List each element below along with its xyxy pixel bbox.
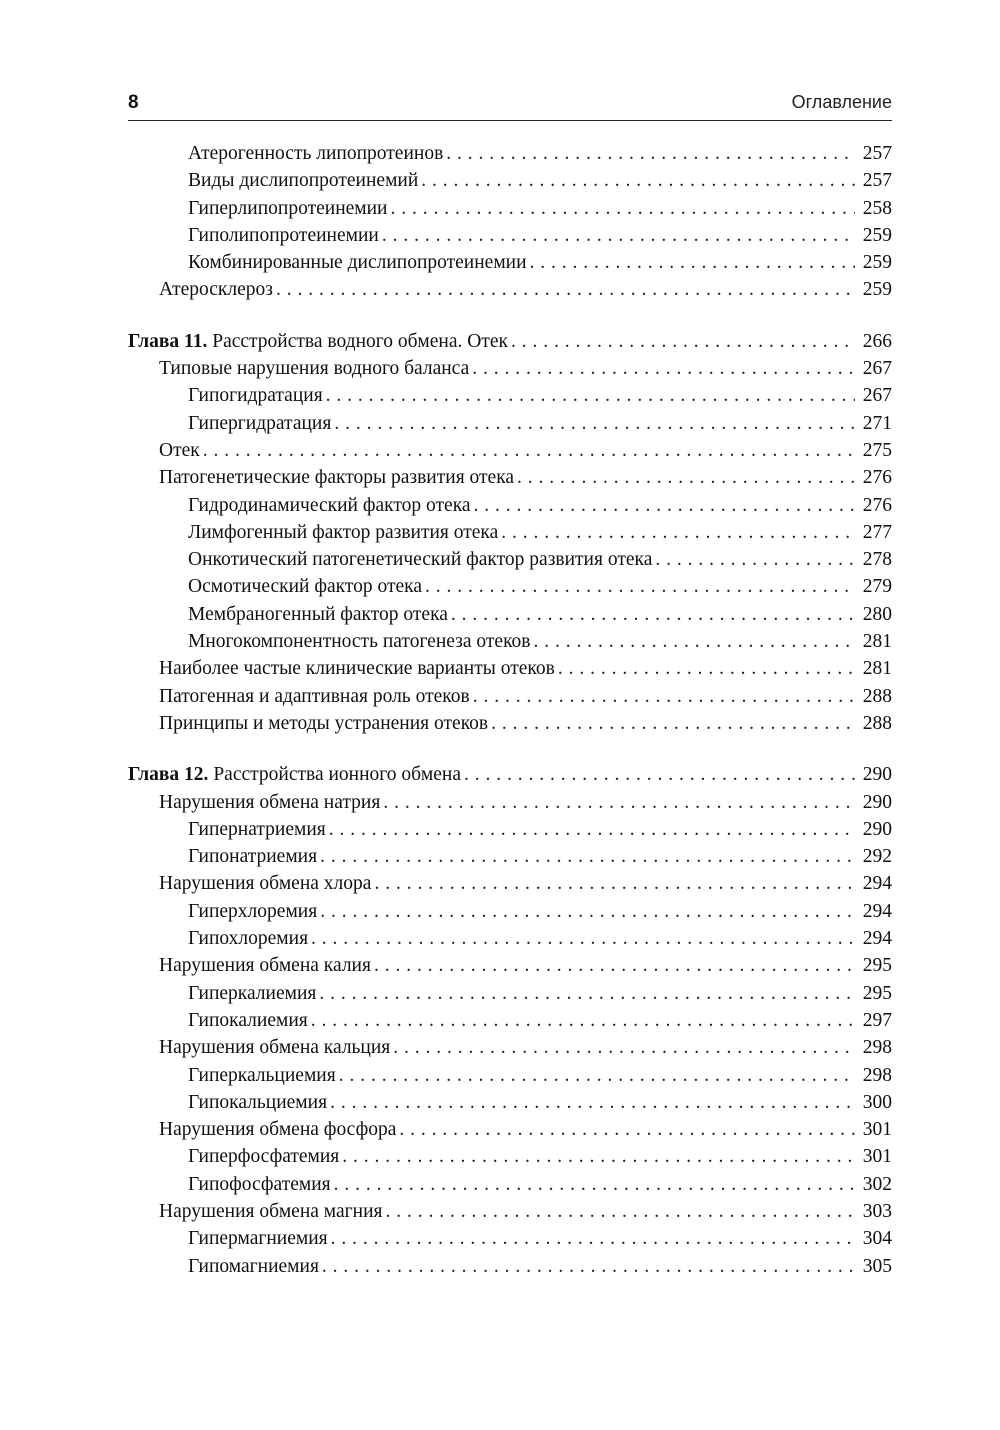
- toc-page-number: 295: [862, 955, 892, 977]
- dot-leader: [276, 276, 855, 303]
- dot-leader: [320, 843, 855, 870]
- toc-page-number: 294: [862, 928, 892, 950]
- dot-leader: [320, 898, 855, 925]
- dot-leader: [322, 1253, 855, 1280]
- toc-entry: [128, 410, 892, 437]
- toc-entry-title: [188, 195, 388, 222]
- page-header: [128, 92, 892, 121]
- toc-entry-title: [188, 140, 443, 167]
- toc-entry: [128, 980, 892, 1007]
- dot-leader: [530, 249, 855, 276]
- toc-page-number: 300: [862, 1091, 892, 1113]
- dot-leader: [472, 355, 855, 382]
- table-of-contents: [128, 140, 892, 1280]
- dot-leader: [326, 382, 855, 409]
- toc-entry: [128, 249, 892, 276]
- dot-leader: [374, 952, 855, 979]
- entry-title-text: Гиперхлоремия: [188, 900, 318, 922]
- toc-entry-title: [188, 628, 531, 655]
- toc-page-number: 297: [862, 1009, 892, 1031]
- toc-entry: [128, 519, 892, 546]
- entry-title-text: Гипофосфатемия: [188, 1173, 331, 1195]
- toc-entry: [128, 1089, 892, 1116]
- dot-leader: [383, 789, 855, 816]
- entry-title-text: Нарушения обмена калия: [159, 955, 371, 977]
- dot-leader: [451, 601, 855, 628]
- toc-page-number: 292: [862, 846, 892, 868]
- toc-entry: [128, 628, 892, 655]
- toc-page-number: 277: [862, 521, 892, 543]
- toc-entry-title: [188, 1143, 339, 1170]
- toc-page-number: 305: [862, 1255, 892, 1277]
- toc-entry-title: [188, 1225, 328, 1252]
- entry-title-text: Гипернатриемия: [188, 818, 326, 840]
- toc-page-number: 267: [862, 385, 892, 407]
- toc-page-number: 276: [862, 467, 892, 489]
- entry-title-text: Нарушения обмена магния: [159, 1200, 383, 1222]
- dot-leader: [330, 1089, 855, 1116]
- toc-entry-title: [188, 1062, 336, 1089]
- entry-title-text: Онкотический патогенетический фактор развития отека: [188, 549, 653, 571]
- toc-page-number: 303: [862, 1200, 892, 1222]
- toc-page-number: 302: [862, 1173, 892, 1195]
- toc-entry: [128, 898, 892, 925]
- dot-leader: [311, 925, 855, 952]
- entry-title-text: Лимфогенный фактор развития отека: [188, 521, 499, 543]
- toc-page-number: 290: [862, 791, 892, 813]
- entry-title-text: Гипокальциемия: [188, 1091, 328, 1113]
- toc-entry-title: [159, 710, 488, 737]
- dot-leader: [342, 1143, 855, 1170]
- dot-leader: [331, 1225, 855, 1252]
- toc-entry: [128, 167, 892, 194]
- toc-entry: [128, 492, 892, 519]
- toc-entry-title: [159, 683, 470, 710]
- dot-leader: [473, 683, 855, 710]
- dot-leader: [334, 1171, 855, 1198]
- toc-entry-title: [188, 546, 652, 573]
- dot-leader: [534, 628, 855, 655]
- toc-entry: [128, 355, 892, 382]
- toc-page-number: 257: [862, 143, 892, 164]
- toc-entry: [128, 1253, 892, 1280]
- toc-entry: [128, 1225, 892, 1252]
- toc-entry: [128, 464, 892, 491]
- toc-entry-title: [188, 222, 379, 249]
- dot-leader: [374, 870, 855, 897]
- toc-entry: [128, 1062, 892, 1089]
- entry-title-text: Расстройства водного обмена. Отек: [212, 330, 508, 352]
- toc-entry-title: [188, 1089, 327, 1116]
- entry-title-text: Нарушения обмена натрия: [159, 791, 381, 813]
- entry-title-text: Комбинированные дислипопротеинемии: [188, 252, 527, 274]
- dot-leader: [393, 1034, 855, 1061]
- chapter-label: Глава 11.: [128, 330, 208, 352]
- toc-entry-title: [159, 1034, 390, 1061]
- entry-title-text: Патогенная и адаптивная роль отеков: [159, 685, 470, 707]
- toc-entry-title: [159, 1116, 396, 1143]
- toc-page-number: 290: [862, 764, 892, 786]
- toc-entry: [128, 952, 892, 979]
- entry-title-text: Гипохлоремия: [188, 928, 309, 950]
- entry-title-text: Нарушения обмена хлора: [159, 873, 372, 895]
- toc-entry-title: [159, 870, 371, 897]
- toc-entry-title: [188, 843, 317, 870]
- toc-entry: [128, 382, 892, 409]
- toc-entry-title: [188, 1253, 319, 1280]
- dot-leader: [491, 710, 855, 737]
- toc-entry-title: [188, 980, 316, 1007]
- entry-title-text: Принципы и методы устранения отеков: [159, 712, 489, 734]
- toc-page-number: 258: [862, 197, 892, 219]
- entry-title-text: Наиболее частые клинические варианты отеков: [159, 658, 555, 680]
- toc-chapter-entry: [128, 761, 892, 788]
- toc-entry: [128, 1116, 892, 1143]
- dot-leader: [421, 167, 855, 194]
- toc-entry-title: [188, 1007, 308, 1034]
- toc-entry: [128, 195, 892, 222]
- toc-entry: [128, 276, 892, 303]
- entry-title-text: Атерогенность липопротеинов: [188, 143, 444, 164]
- toc-page-number: 271: [862, 412, 892, 434]
- dot-leader: [655, 546, 855, 573]
- toc-entry-title: [159, 355, 469, 382]
- dot-leader: [319, 980, 855, 1007]
- entry-title-text: Виды дислипопротеинемий: [188, 170, 419, 192]
- entry-title-text: Гипергидратация: [188, 412, 332, 434]
- toc-entry: [128, 925, 892, 952]
- toc-entry: [128, 1007, 892, 1034]
- dot-leader: [474, 492, 855, 519]
- entry-title-text: Отек: [159, 439, 200, 461]
- entry-title-text: Нарушения обмена фосфора: [159, 1119, 397, 1141]
- toc-page-number: 298: [862, 1037, 892, 1059]
- entry-title-text: Гиперкалиемия: [188, 982, 317, 1004]
- toc-page-number: 301: [862, 1119, 892, 1141]
- toc-entry-title: [159, 655, 555, 682]
- dot-leader: [386, 1198, 855, 1225]
- dot-leader: [391, 195, 856, 222]
- dot-leader: [329, 816, 855, 843]
- toc-entry: [128, 710, 892, 737]
- dot-leader: [464, 761, 855, 788]
- toc-entry: [128, 601, 892, 628]
- toc-entry: [128, 140, 892, 167]
- toc-page-number: 259: [862, 252, 892, 274]
- toc-entry-title: [188, 410, 331, 437]
- entry-title-text: Атеросклероз: [159, 279, 273, 301]
- toc-entry: [128, 573, 892, 600]
- entry-title-text: Патогенетические факторы развития отека: [159, 467, 515, 489]
- dot-leader: [311, 1007, 855, 1034]
- entry-title-text: Расстройства ионного обмена: [213, 764, 461, 786]
- running-title: Оглавление: [791, 92, 892, 112]
- toc-entry: [128, 870, 892, 897]
- toc-entry-title: [188, 1171, 331, 1198]
- entry-title-text: Осмотический фактор отека: [188, 576, 422, 598]
- toc-page-number: 290: [862, 818, 892, 840]
- entry-title-text: Типовые нарушения водного баланса: [159, 358, 470, 380]
- toc-page-number: 288: [862, 712, 892, 734]
- entry-title-text: Мембраногенный фактор отека: [188, 603, 448, 625]
- toc-chapter-entry: [128, 328, 892, 355]
- toc-page-number: 288: [862, 685, 892, 707]
- entry-title-text: Многокомпонентность патогенеза отеков: [188, 631, 531, 653]
- toc-page-number: 304: [862, 1228, 892, 1250]
- toc-entry: [128, 437, 892, 464]
- toc-page-number: 276: [862, 494, 892, 516]
- toc-entry-title: [188, 925, 308, 952]
- toc-entry-title: [159, 1198, 383, 1225]
- entry-title-text: Гипомагниемия: [188, 1255, 319, 1277]
- page-number: 8: [128, 92, 139, 113]
- dot-leader: [399, 1116, 855, 1143]
- chapter-label: Глава 12.: [128, 764, 209, 786]
- toc-page-number: 279: [862, 576, 892, 598]
- toc-entry-title: [159, 952, 371, 979]
- toc-entry: [128, 789, 892, 816]
- toc-entry-title: [188, 382, 323, 409]
- toc-entry: [128, 655, 892, 682]
- dot-leader: [382, 222, 855, 249]
- toc-entry-title: [159, 464, 514, 491]
- dot-leader: [339, 1062, 855, 1089]
- toc-entry-title: [188, 249, 527, 276]
- toc-entry-title: [188, 816, 326, 843]
- toc-entry: [128, 1034, 892, 1061]
- toc-page-number: 278: [862, 549, 892, 571]
- dot-leader: [203, 437, 855, 464]
- toc-entry-title: [188, 519, 498, 546]
- toc-page-number: 259: [862, 279, 892, 301]
- dot-leader: [446, 140, 855, 167]
- toc-entry-title: [159, 789, 380, 816]
- toc-page-number: 295: [862, 982, 892, 1004]
- toc-entry: [128, 546, 892, 573]
- toc-entry-title: [128, 761, 461, 788]
- entry-title-text: Нарушения обмена кальция: [159, 1037, 391, 1059]
- dot-leader: [501, 519, 855, 546]
- toc-page-number: 281: [862, 631, 892, 653]
- entry-title-text: Гипокалиемия: [188, 1009, 308, 1031]
- entry-title-text: Гиполипопротеинемии: [188, 224, 379, 246]
- entry-title-text: Гипонатриемия: [188, 846, 318, 868]
- toc-entry: [128, 1143, 892, 1170]
- entry-title-text: Гиперлипопротеинемии: [188, 197, 388, 219]
- toc-page-number: 294: [862, 900, 892, 922]
- toc-page-number: 257: [862, 170, 892, 192]
- dot-leader: [517, 464, 855, 491]
- toc-page-number: 298: [862, 1064, 892, 1086]
- toc-page-number: 266: [862, 330, 892, 352]
- toc-entry-title: [159, 437, 200, 464]
- dot-leader: [334, 410, 855, 437]
- toc-entry: [128, 1171, 892, 1198]
- entry-title-text: Гипогидратация: [188, 385, 323, 407]
- toc-entry-title: [128, 328, 508, 355]
- toc-entry: [128, 683, 892, 710]
- toc-entry-title: [188, 492, 471, 519]
- toc-entry-title: [188, 167, 418, 194]
- entry-title-text: Гиперкальциемия: [188, 1064, 336, 1086]
- toc-page-number: 280: [862, 603, 892, 625]
- toc-page-number: 275: [862, 439, 892, 461]
- toc-entry-title: [188, 573, 422, 600]
- toc-entry: [128, 1198, 892, 1225]
- entry-title-text: Гиперфосфатемия: [188, 1146, 340, 1168]
- dot-leader: [425, 573, 855, 600]
- entry-title-text: Гипермагниемия: [188, 1228, 328, 1250]
- toc-entry-title: [188, 898, 317, 925]
- toc-page-number: 267: [862, 358, 892, 380]
- toc-page-number: 281: [862, 658, 892, 680]
- dot-leader: [511, 328, 855, 355]
- toc-page-number: 301: [862, 1146, 892, 1168]
- toc-entry: [128, 816, 892, 843]
- toc-entry-title: [188, 601, 448, 628]
- toc-page-number: 294: [862, 873, 892, 895]
- toc-entry: [128, 843, 892, 870]
- entry-title-text: Гидродинамический фактор отека: [188, 494, 471, 516]
- dot-leader: [558, 655, 855, 682]
- toc-entry-title: [159, 276, 273, 303]
- toc-page-number: 259: [862, 224, 892, 246]
- toc-entry: [128, 222, 892, 249]
